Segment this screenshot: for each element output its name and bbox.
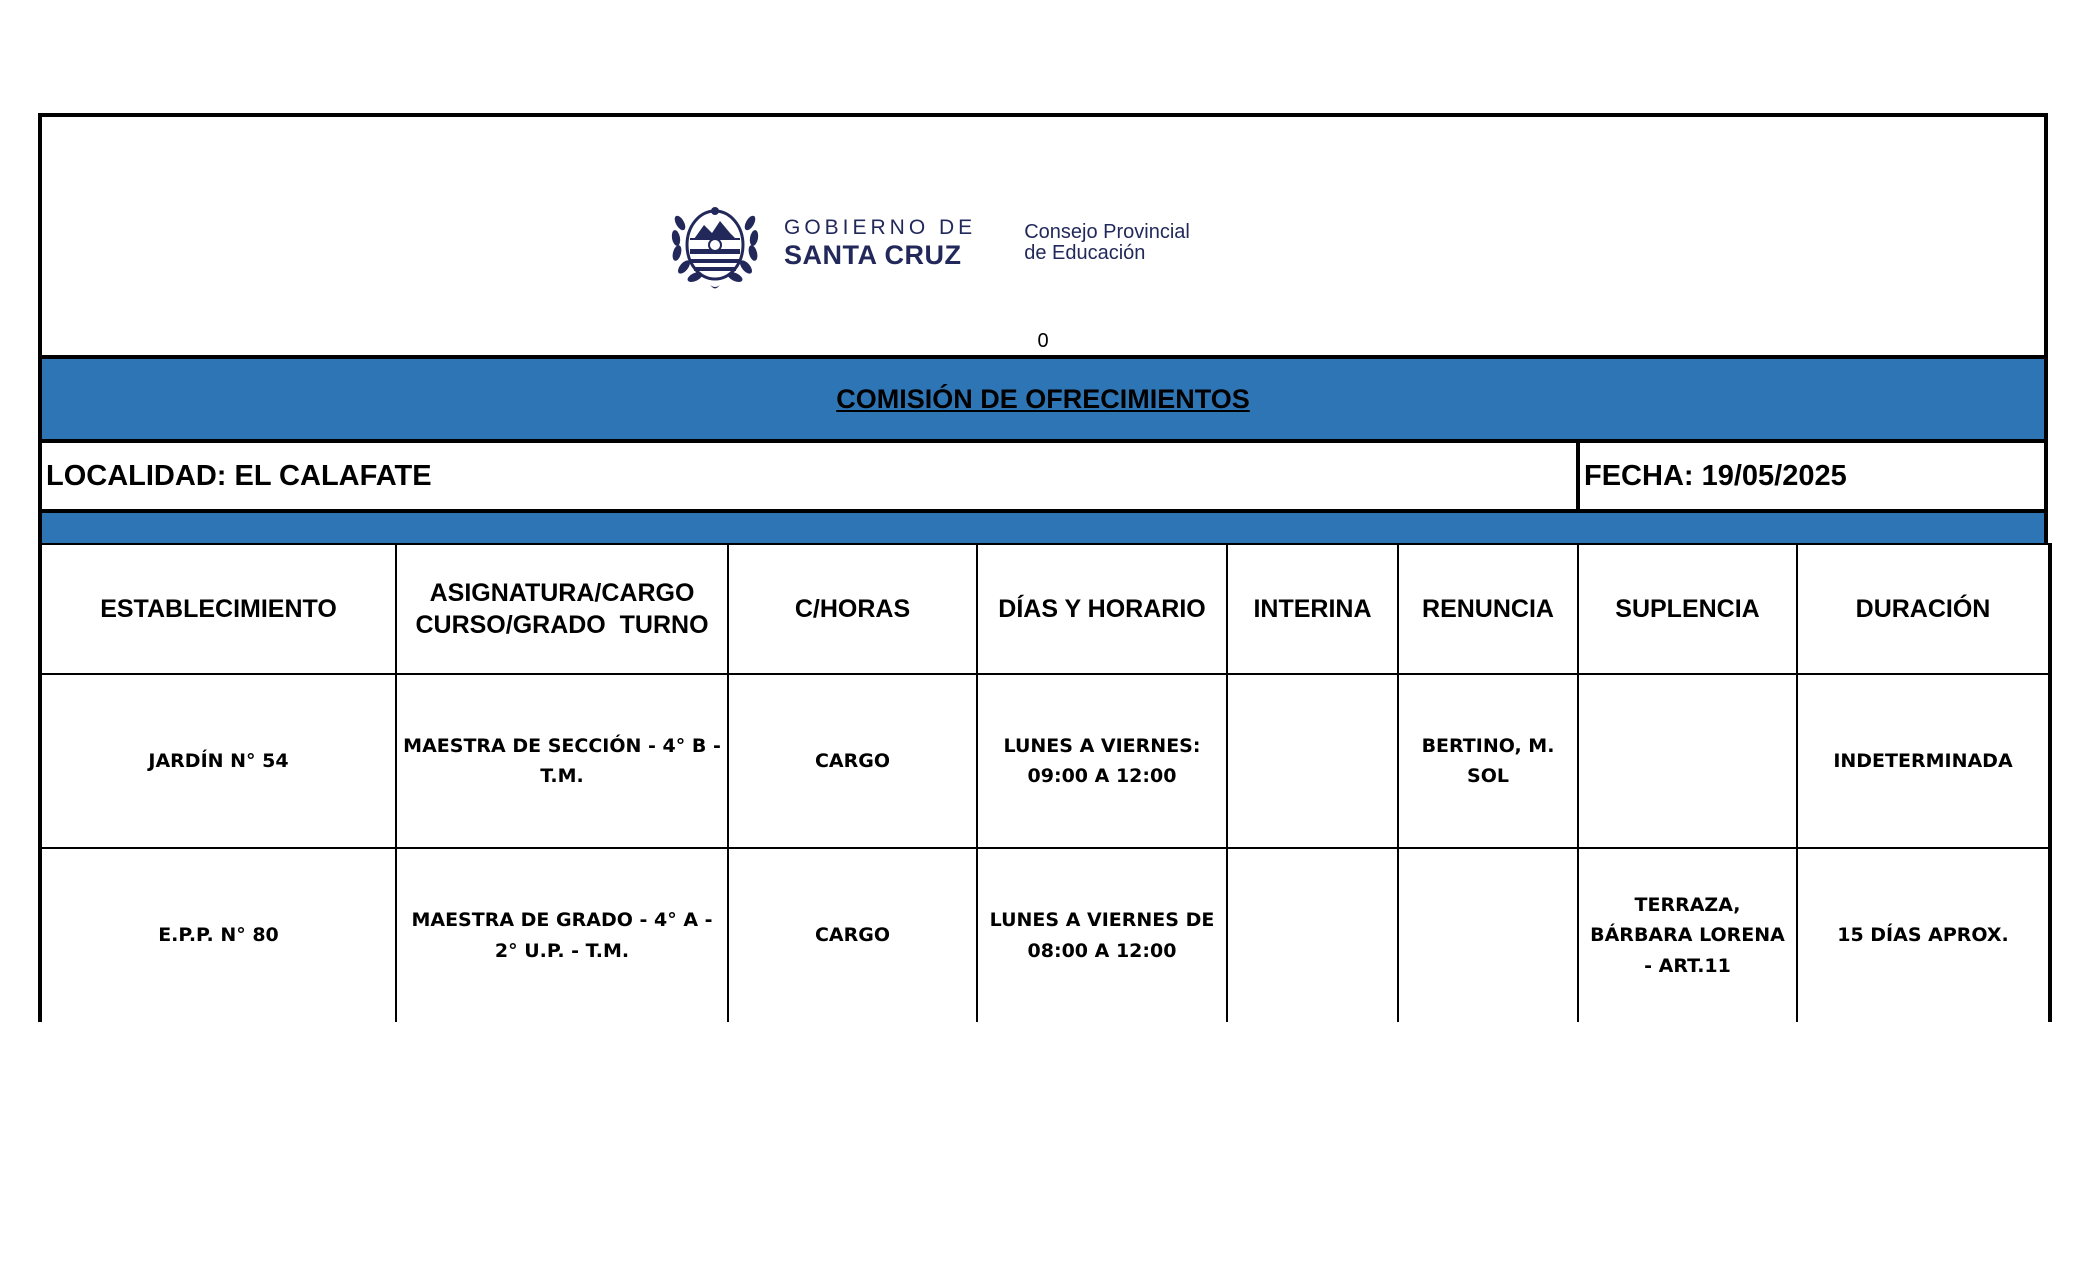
col-header-duracion: DURACIÓN [1797,544,2050,674]
cell-asignatura: MAESTRA DE GRADO - 4° A - 2° U.P. - T.M. [396,848,728,1022]
separator-band [38,513,2048,543]
table-row [40,674,2050,848]
council-name-line2: de Educación [1024,242,1146,264]
council-name-line1: Consejo Provincial [1024,221,1190,243]
cell-establecimiento: E.P.P. N° 80 [40,848,396,1022]
cell-establecimiento: JARDÍN N° 54 [40,674,396,848]
cell-interina [1227,848,1398,1022]
header-cell-value: 0 [1037,330,1049,352]
col-header-suplencia: SUPLENCIA [1578,544,1797,674]
col-header-establecimiento: ESTABLECIMIENTO [40,544,396,674]
cell-dias: LUNES A VIERNES DE 08:00 A 12:00 [977,848,1227,1022]
cell-suplencia [1578,674,1797,848]
col-header-asignatura-line2: CURSO/GRADO TURNO [415,611,709,639]
provincial-seal-icon [670,193,760,293]
government-name-line2: SANTA CRUZ [784,240,962,270]
locality-date-row [38,439,2048,513]
col-header-dias: DÍAS Y HORARIO [977,544,1227,674]
government-name [784,217,976,269]
date-label: FECHA: 19/05/2025 [1584,459,1847,492]
cell-duracion: 15 DÍAS APROX. [1797,848,2050,1022]
cell-interina [1227,674,1398,848]
cell-duracion: INDETERMINADA [1797,674,2050,848]
header-box [38,113,2048,355]
col-header-renuncia: RENUNCIA [1398,544,1578,674]
cell-dias: LUNES A VIERNES: 09:00 A 12:00 [977,674,1227,848]
col-header-asignatura-line1: ASIGNATURA/CARGO [429,578,695,607]
locality-label: LOCALIDAD: EL CALAFATE [42,443,1580,509]
document-title: COMISIÓN DE OFRECIMIENTOS [836,383,1250,414]
document-sheet [38,113,2048,1022]
title-bar [38,355,2048,439]
cell-renuncia: BERTINO, M. SOL [1398,674,1578,848]
government-logo [670,193,1190,293]
col-header-interina: INTERINA [1227,544,1398,674]
table-row [40,848,2050,1022]
cell-renuncia [1398,848,1578,1022]
cell-asignatura: MAESTRA DE SECCIÓN - 4° B - T.M. [396,674,728,848]
table-header-row [40,544,2050,674]
cell-choras: CARGO [728,674,977,848]
cell-choras: CARGO [728,848,977,1022]
cell-suplencia: TERRAZA, BÁRBARA LORENA - ART.11 [1578,848,1797,1022]
col-header-choras: C/HORAS [728,544,977,674]
government-name-line1: GOBIERNO DE [784,216,977,239]
offers-table [38,543,2052,1022]
col-header-asignatura [396,544,728,674]
council-name [1024,222,1190,264]
